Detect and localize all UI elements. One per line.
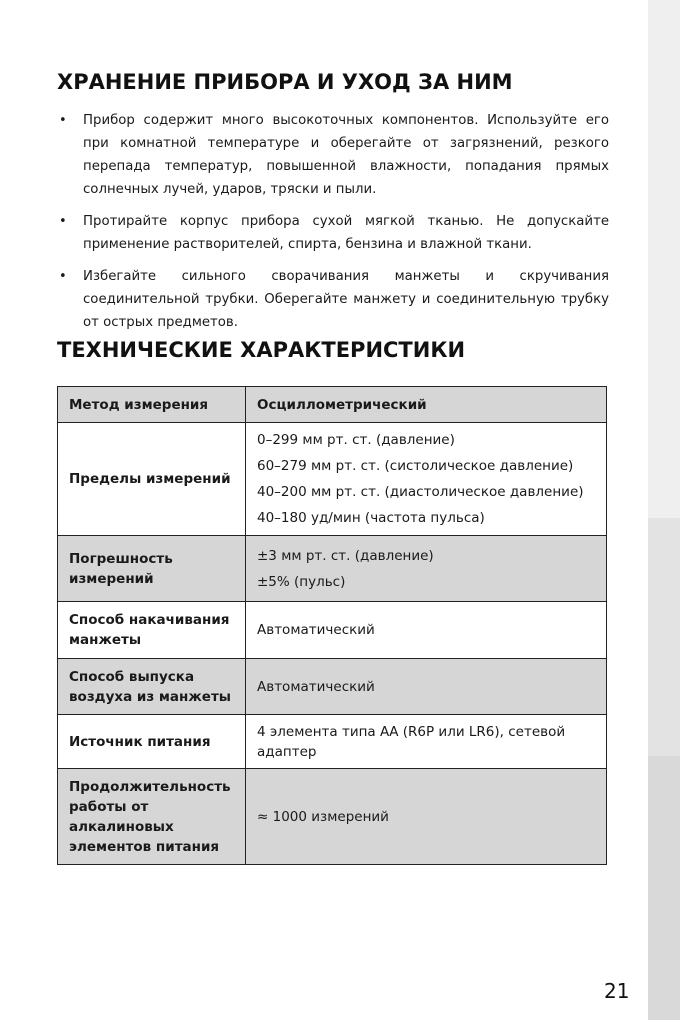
spec-value: Автоматический: [246, 602, 607, 659]
spec-value-line: ±5% (пульс): [257, 573, 346, 590]
spec-value-line: 60–279 мм рт. ст. (систолическое давление): [257, 458, 574, 474]
table-row: [58, 602, 607, 659]
table-row: [58, 423, 607, 536]
spec-value: [246, 423, 607, 536]
bullet-icon: •: [59, 214, 67, 229]
table-row: [58, 659, 607, 715]
page-edge-tab-lower: [648, 756, 680, 1020]
spec-value: Автоматический: [246, 659, 607, 715]
bullet-icon: •: [59, 269, 67, 284]
page-number: 21: [604, 979, 630, 1003]
list-item-text: Прибор содержит много высокоточных компонентов. Используйте его при комнатной температуре и оберегайте от загрязнений, резкого перепада температур, повышенной влажности, попадания прямых солнечных лучей, ударов, тряски и пыли.: [83, 113, 609, 197]
table-row: [58, 715, 607, 769]
spec-value-line: ±3 мм рт. ст. (давление): [257, 547, 434, 564]
specifications-table: [57, 386, 607, 865]
page-edge-tab-middle: [648, 518, 680, 756]
list-item: [57, 210, 609, 256]
spec-value: [246, 536, 607, 602]
list-item: [57, 265, 609, 334]
spec-label: Погрешность измерений: [58, 536, 246, 602]
storage-heading: ХРАНЕНИЕ ПРИБОРА И УХОД ЗА НИМ: [57, 70, 513, 94]
spec-value-line: 40–200 мм рт. ст. (диастолическое давление): [257, 484, 584, 500]
list-item: [57, 109, 609, 201]
spec-value: [246, 715, 607, 769]
list-item-text: Протирайте корпус прибора сухой мягкой тканью. Не допускайте применение растворителей, спирта, бензина и влажной ткани.: [83, 214, 609, 252]
spec-label: Способ накачивания манжеты: [58, 602, 246, 659]
spec-value-line: 40–180 уд/мин (частота пульса): [257, 510, 485, 526]
page-edge-tab-upper: [648, 0, 680, 518]
table-row: [58, 769, 607, 865]
spec-value-line: 4 элемента типа АА (R6P или LR6), сетевой адаптер: [257, 723, 566, 760]
bullet-icon: •: [59, 113, 67, 128]
spec-label: Продолжительность работы от алкалиновых элементов питания: [58, 769, 246, 865]
spec-value: Осциллометрический: [246, 387, 607, 423]
spec-value-line: 0–299 мм рт. ст. (давление): [257, 432, 455, 448]
specs-heading: ТЕХНИЧЕСКИЕ ХАРАКТЕРИСТИКИ: [57, 338, 466, 362]
spec-value: ≈ 1000 измерений: [246, 769, 607, 865]
list-item-text: Избегайте сильного сворачивания манжеты и скручивания соединительной трубки. Оберегайте манжету и соединительную трубку от острых предметов.: [83, 269, 609, 330]
table-row: [58, 387, 607, 423]
spec-label: Метод измерения: [58, 387, 246, 423]
spec-label: Способ выпуска воздуха из манжеты: [58, 659, 246, 715]
spec-label: Источник питания: [58, 715, 246, 769]
storage-care-list: [57, 109, 609, 343]
table-row: [58, 536, 607, 602]
spec-label: Пределы измерений: [58, 423, 246, 536]
